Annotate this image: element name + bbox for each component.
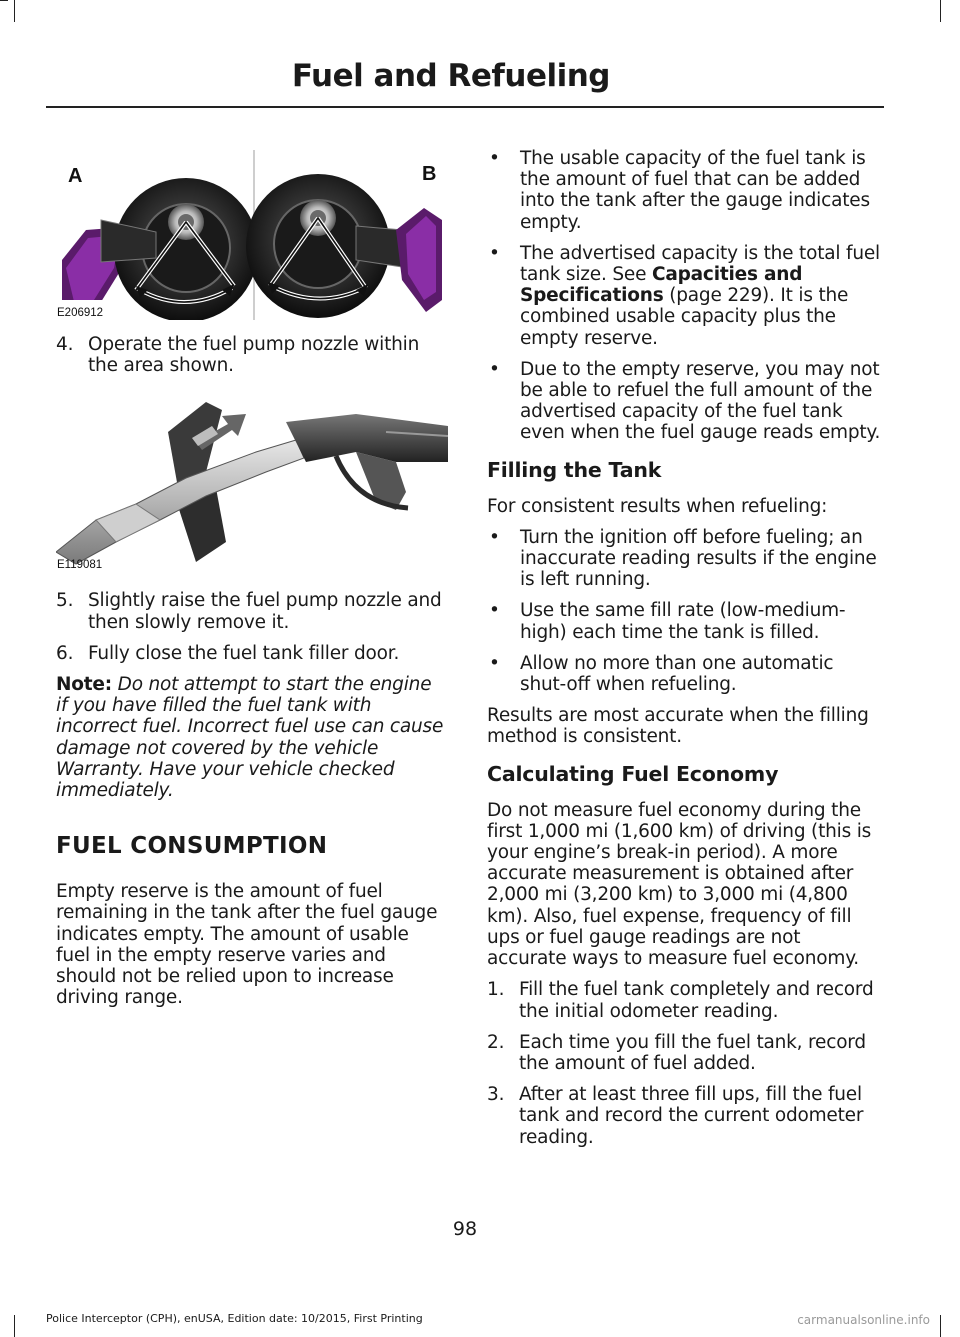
filler-cap-a — [62, 178, 258, 320]
header-divider — [46, 106, 884, 108]
step-text: Fully close the fuel tank filler door. — [88, 642, 400, 664]
figure-label-a: A — [68, 165, 83, 187]
step-4 — [56, 334, 448, 376]
paragraph: Results are most accurate when the filling method is consistent. — [487, 705, 869, 748]
step-number: 4. — [56, 334, 74, 355]
edition-info: Police Interceptor (CPH), enUSA, Edition date: 10/2015, First Printing — [46, 1312, 423, 1325]
step-2 — [487, 1032, 883, 1074]
subsection-heading: Filling the Tank — [487, 457, 662, 482]
list-item — [487, 527, 883, 591]
list-item — [487, 243, 883, 349]
left-column — [56, 150, 448, 1018]
step-3 — [487, 1084, 883, 1148]
list-item-text: The advertised capacity is the total fuel tank size. See — [520, 242, 880, 286]
page-title: Fuel and Refueling — [291, 58, 610, 94]
list-item — [487, 359, 883, 444]
filler-cap-figure — [56, 150, 448, 320]
list-item-text: (page 229). It is the combined usable capacity plus the empty reserve. — [520, 285, 849, 349]
step-text: Slightly raise the fuel pump nozzle and then slowly remove it. — [88, 590, 442, 633]
step-number: 3. — [487, 1084, 505, 1106]
fuel-consumption-intro: Empty reserve is the amount of fuel remaining in the tank after the fuel gauge indicates empty. The amount of usable fuel in the empty reserve varies and should not be relied upon to increase driving range. — [56, 881, 438, 1009]
paragraph: For consistent results when refueling: — [487, 495, 828, 517]
bullet: • — [489, 358, 500, 380]
list-item — [487, 600, 883, 642]
figure-label-b: B — [422, 163, 437, 185]
subsection-heading: Calculating Fuel Economy — [487, 761, 779, 786]
nozzle-figure — [56, 392, 448, 570]
step-5 — [56, 590, 448, 632]
bullet: • — [489, 652, 500, 674]
note — [56, 674, 448, 801]
right-column — [487, 148, 883, 1158]
list-item-text: Turn the ignition off before fueling; an inaccurate reading results if the engine is left running. — [520, 526, 877, 591]
crop-mark — [14, 1315, 15, 1337]
step-text: After at least three fill ups, fill the fuel tank and record the current odometer reading. — [519, 1084, 864, 1148]
page-number: 98 — [452, 1218, 478, 1240]
crop-mark — [14, 0, 15, 22]
section-heading: FUEL CONSUMPTION — [56, 833, 328, 860]
bullet: • — [489, 526, 500, 548]
paragraph: Do not measure fuel economy during the first 1,000 mi (1,600 km) of driving (this is your engine’s break-in period). A more accurate measurement is obtained after 2,000 mi (3,200 km) to 3,000 mi (4,800 km). Also, fuel expense, frequency of fill ups or fuel gauge readings are not accurate ways to measure fuel economy. — [487, 799, 872, 970]
filler-cap-illustration — [56, 150, 448, 320]
step-number: 2. — [487, 1031, 505, 1053]
figure-code: E119081 — [57, 559, 103, 571]
step-text: Each time you fill the fuel tank, record the amount of fuel added. — [519, 1031, 866, 1074]
list-item-text: Due to the empty reserve, you may not be able to refuel the full amount of the advertised capacity of the fuel tank even when the fuel gauge reads empty. — [520, 358, 881, 444]
list-item-text: The usable capacity of the fuel tank is the amount of fuel that can be added into the tank after the gauge indicates empty. — [520, 148, 870, 233]
watermark: carmanualsonline.info — [797, 1313, 930, 1327]
fuel-nozzle-illustration — [56, 392, 448, 570]
crop-mark — [0, 0, 8, 1]
crop-mark — [940, 0, 941, 22]
list-item-text: Allow no more than one automatic shut-off when refueling. — [520, 652, 834, 696]
step-1 — [487, 979, 883, 1021]
step-number: 6. — [56, 642, 74, 664]
list-item-text: Use the same fill rate (low-medium-high) each time the tank is filled. — [520, 600, 846, 643]
list-item — [487, 148, 883, 233]
crop-mark — [940, 1315, 941, 1337]
step-number: 1. — [487, 979, 505, 1001]
note-text: Do not attempt to start the engine if you have filled the fuel tank with incorrect fuel. Incorrect fuel use can cause damage not covered by the vehicle Warranty. Have your vehicle checked immediately. — [56, 674, 444, 802]
step-6 — [56, 643, 448, 664]
step-number: 5. — [56, 590, 74, 612]
bullet: • — [489, 242, 500, 264]
bullet: • — [489, 600, 500, 622]
filler-cap-b — [246, 174, 442, 318]
step-text: Operate the fuel pump nozzle within the area shown. — [88, 334, 420, 377]
step-text: Fill the fuel tank completely and record the initial odometer reading. — [519, 979, 874, 1022]
list-item — [487, 653, 883, 695]
note-label: Note: — [56, 674, 112, 696]
cross-reference-link[interactable]: Capacities and Specifications — [520, 264, 803, 307]
bullet: • — [489, 148, 500, 169]
figure-code: E206912 — [57, 307, 104, 319]
